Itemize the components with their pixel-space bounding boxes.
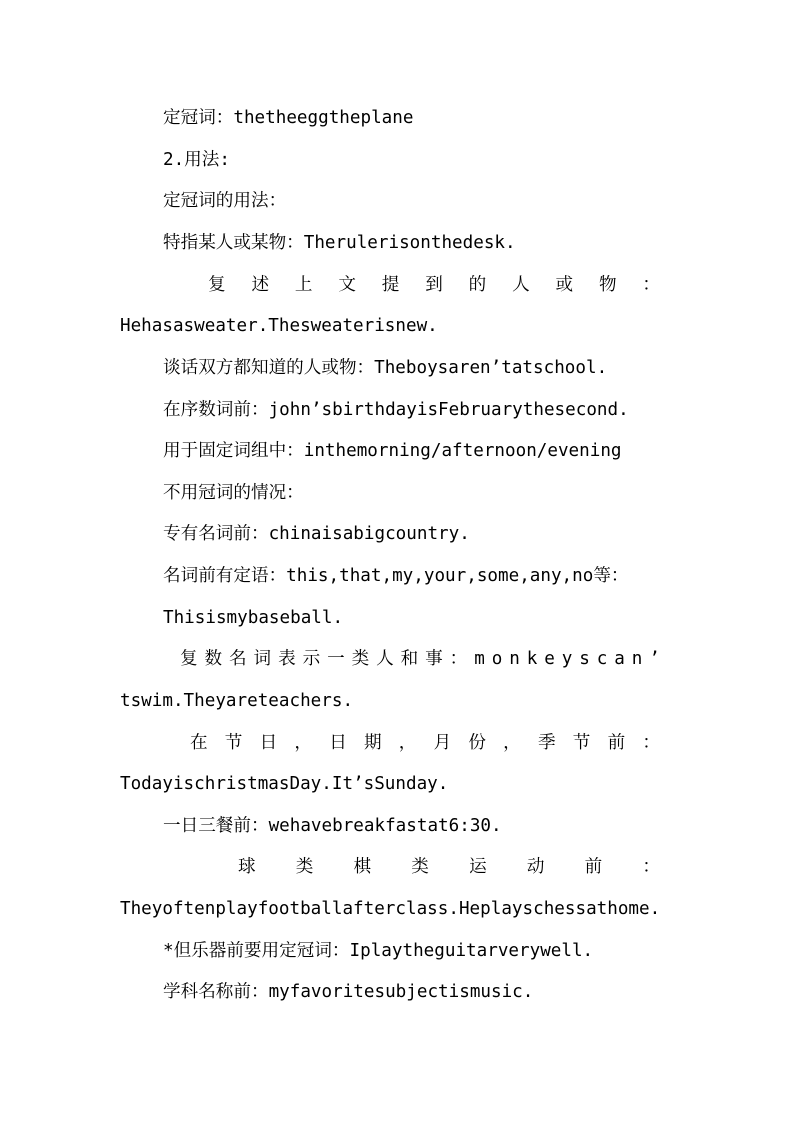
text-char: k xyxy=(526,649,538,669)
text-char: m xyxy=(474,649,485,669)
text-char: 类 xyxy=(295,857,314,877)
text-char: ， xyxy=(398,733,417,753)
text-char: 的 xyxy=(468,275,487,295)
text-line: 2.用法: xyxy=(163,150,230,170)
text-char: 人 xyxy=(376,649,394,669)
text-char: 类 xyxy=(351,649,370,669)
text-char: ， xyxy=(294,733,312,753)
text-char: n xyxy=(631,649,643,669)
text-char: 复 xyxy=(208,275,226,295)
text-char: 事 xyxy=(425,649,443,669)
text-char: 文 xyxy=(338,275,356,295)
text-char: 到 xyxy=(425,275,443,295)
text-char: n xyxy=(509,649,520,669)
text-char: ， xyxy=(503,733,521,753)
text-char: y xyxy=(561,649,573,669)
text-char: 数 xyxy=(204,649,223,669)
text-line-justified xyxy=(180,644,660,674)
text-line: 定冠词的用法： xyxy=(163,191,287,211)
text-line-justified xyxy=(190,728,660,758)
text-char: 名 xyxy=(229,649,247,669)
text-char: 一 xyxy=(327,649,345,669)
text-char: 运 xyxy=(469,857,487,877)
text-line: 一日三餐前：wehavebreakfastat6:30. xyxy=(163,816,502,836)
text-char: 节 xyxy=(572,733,591,753)
text-char: 前 xyxy=(584,857,603,877)
text-char: ： xyxy=(642,857,660,877)
text-char: ’ xyxy=(649,649,660,669)
text-char: c xyxy=(596,649,608,669)
text-char: 上 xyxy=(294,275,313,295)
text-char: 月 xyxy=(433,733,452,753)
text-char: 季 xyxy=(537,733,556,753)
text-char: ： xyxy=(449,649,468,669)
text-char: 示 xyxy=(302,649,321,669)
text-char: 日 xyxy=(259,733,278,753)
text-line: TodayischristmasDay.It’sSunday. xyxy=(120,774,449,794)
text-line: 专有名词前：chinaisabigcountry. xyxy=(163,524,470,544)
text-line: Theyoftenplayfootballafterclass.Heplayschessathome. xyxy=(120,899,661,919)
text-line: 定冠词：thetheeggtheplane xyxy=(163,108,414,128)
text-char: 物 xyxy=(598,275,617,295)
text-line: Hehasasweater.Thesweaterisnew. xyxy=(120,316,438,336)
text-char: 词 xyxy=(253,649,272,669)
text-char: 表 xyxy=(278,649,296,669)
text-line: 名词前有定语：this,that,my,your,some,any,no等： xyxy=(163,566,629,586)
text-line-justified xyxy=(208,270,660,300)
text-line: 用于固定词组中：inthemorning/afternoon/evening xyxy=(163,441,622,461)
text-char: 前 xyxy=(607,733,626,753)
text-line-justified xyxy=(238,852,660,882)
text-line: 特指某人或某物：Therulerisonthedesk. xyxy=(163,233,516,253)
text-char: 球 xyxy=(238,857,256,877)
text-char: ： xyxy=(642,275,660,295)
text-char: s xyxy=(579,649,590,669)
text-char: 节 xyxy=(224,733,243,753)
text-char: 日 xyxy=(329,733,347,753)
text-char: 期 xyxy=(363,733,382,753)
text-char: o xyxy=(491,649,503,669)
text-char: 复 xyxy=(180,649,198,669)
text-line: 学科名称前：myfavoritesubjectismusic. xyxy=(163,982,534,1002)
text-char: 棋 xyxy=(353,857,372,877)
text-line: 不用冠词的情况： xyxy=(163,483,304,503)
text-line: tswim.Theyareteachers. xyxy=(120,691,354,711)
text-char: a xyxy=(614,649,625,669)
text-line: 在序数词前：john’sbirthdayisFebruarythesecond. xyxy=(163,400,629,420)
text-line: Thisismybaseball. xyxy=(163,608,344,628)
text-char: 动 xyxy=(526,857,545,877)
text-char: 提 xyxy=(381,275,400,295)
text-line: *但乐器前要用定冠词：Iplaytheguitarverywell. xyxy=(163,941,594,961)
text-char: ： xyxy=(642,733,660,753)
text-line: 谈话双方都知道的人或物：Theboysaren’tatschool. xyxy=(163,358,608,378)
text-char: 人 xyxy=(512,275,530,295)
text-char: 份 xyxy=(468,733,486,753)
text-char: 在 xyxy=(190,733,208,753)
text-char: 类 xyxy=(411,857,429,877)
text-char: 或 xyxy=(555,275,574,295)
text-char: 述 xyxy=(251,275,270,295)
text-char: 和 xyxy=(400,649,419,669)
text-char: e xyxy=(544,649,555,669)
